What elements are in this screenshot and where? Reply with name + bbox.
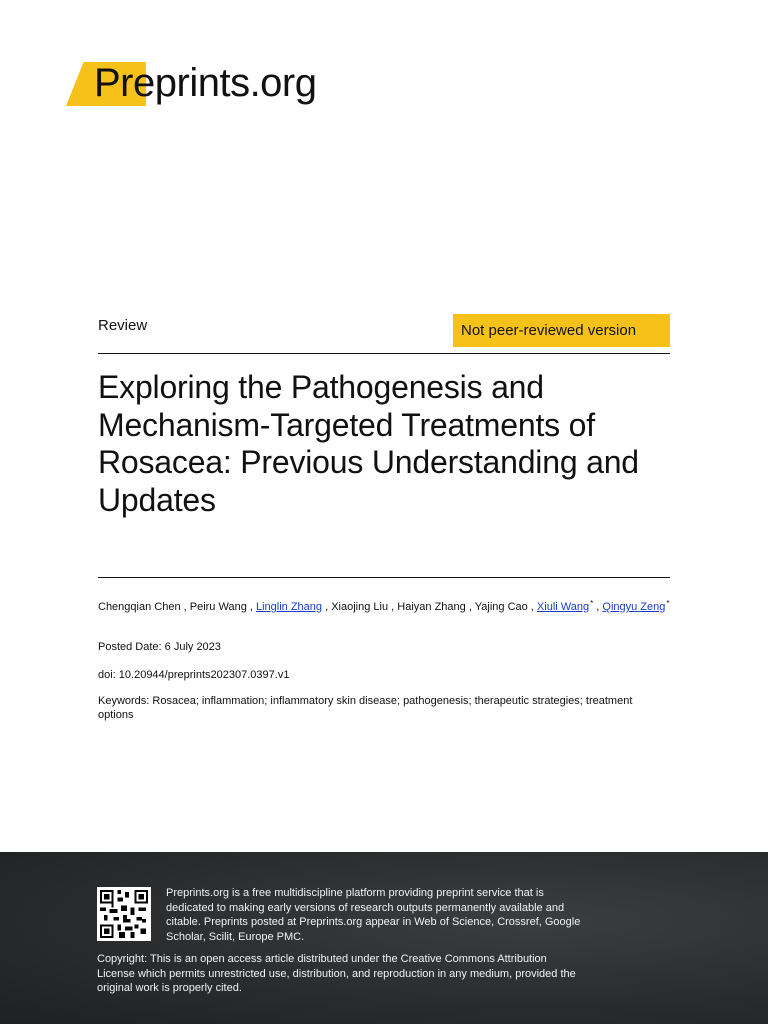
corresponding-author-mark: *	[666, 599, 670, 608]
author-name: Xiaojing Liu	[331, 601, 389, 613]
posted-date: Posted Date: 6 July 2023	[98, 641, 221, 653]
footer-about: Preprints.org is a free multidiscipline platform providing preprint service that is dedicated to making early versions of research outputs permanently available and citable. Preprints posted at Preprints.org appear in Web of Science, Crossref, Google Scholar, Scilit, Europe PMC.	[166, 887, 581, 943]
article-type: Review	[98, 317, 148, 334]
author-name: Peiru Wang	[189, 601, 247, 613]
author-name: Chengqian Chen	[98, 601, 181, 613]
author-name[interactable]: Xiuli Wang	[536, 601, 590, 613]
qr-code-icon[interactable]	[97, 887, 151, 941]
logo-rest-text: prints.org	[154, 61, 317, 105]
corresponding-author-mark: *	[590, 599, 594, 608]
footer	[0, 852, 768, 1024]
author-name: Yajing Cao	[474, 601, 528, 613]
preprints-logo[interactable]	[66, 62, 366, 108]
author-name[interactable]: Qingyu Zeng	[602, 601, 666, 613]
author-name: Haiyan Zhang	[397, 601, 466, 613]
logo-highlight-text: Pre	[94, 61, 155, 105]
title-divider-top	[98, 353, 670, 354]
keywords: Keywords: Rosacea; inflammation; inflammatory skin disease; pathogenesis; therapeutic strategies; treatment options	[98, 695, 633, 721]
title-divider-bottom	[98, 577, 670, 578]
doi[interactable]: doi: 10.20944/preprints202307.0397.v1	[98, 669, 290, 681]
logo-wordmark	[94, 60, 317, 106]
author-list: Chengqian Chen , Peiru Wang , Linglin Zhang , Xiaojing Liu , Haiyan Zhang , Yajing Cao , Xiuli Wang* , Qingyu Zeng*	[98, 599, 670, 613]
author-name[interactable]: Linglin Zhang	[255, 601, 323, 613]
peer-review-badge: Not peer-reviewed version	[453, 314, 670, 347]
footer-copyright: Copyright: This is an open access article distributed under the Creative Commons Attribution License which permits unrestricted use, distribution, and reproduction in any medium, provided the original work is properly cited.	[97, 953, 576, 994]
article-title: Exploring the Pathogenesis and Mechanism-Targeted Treatments of Rosacea: Previous Understanding and Updates	[98, 369, 639, 518]
